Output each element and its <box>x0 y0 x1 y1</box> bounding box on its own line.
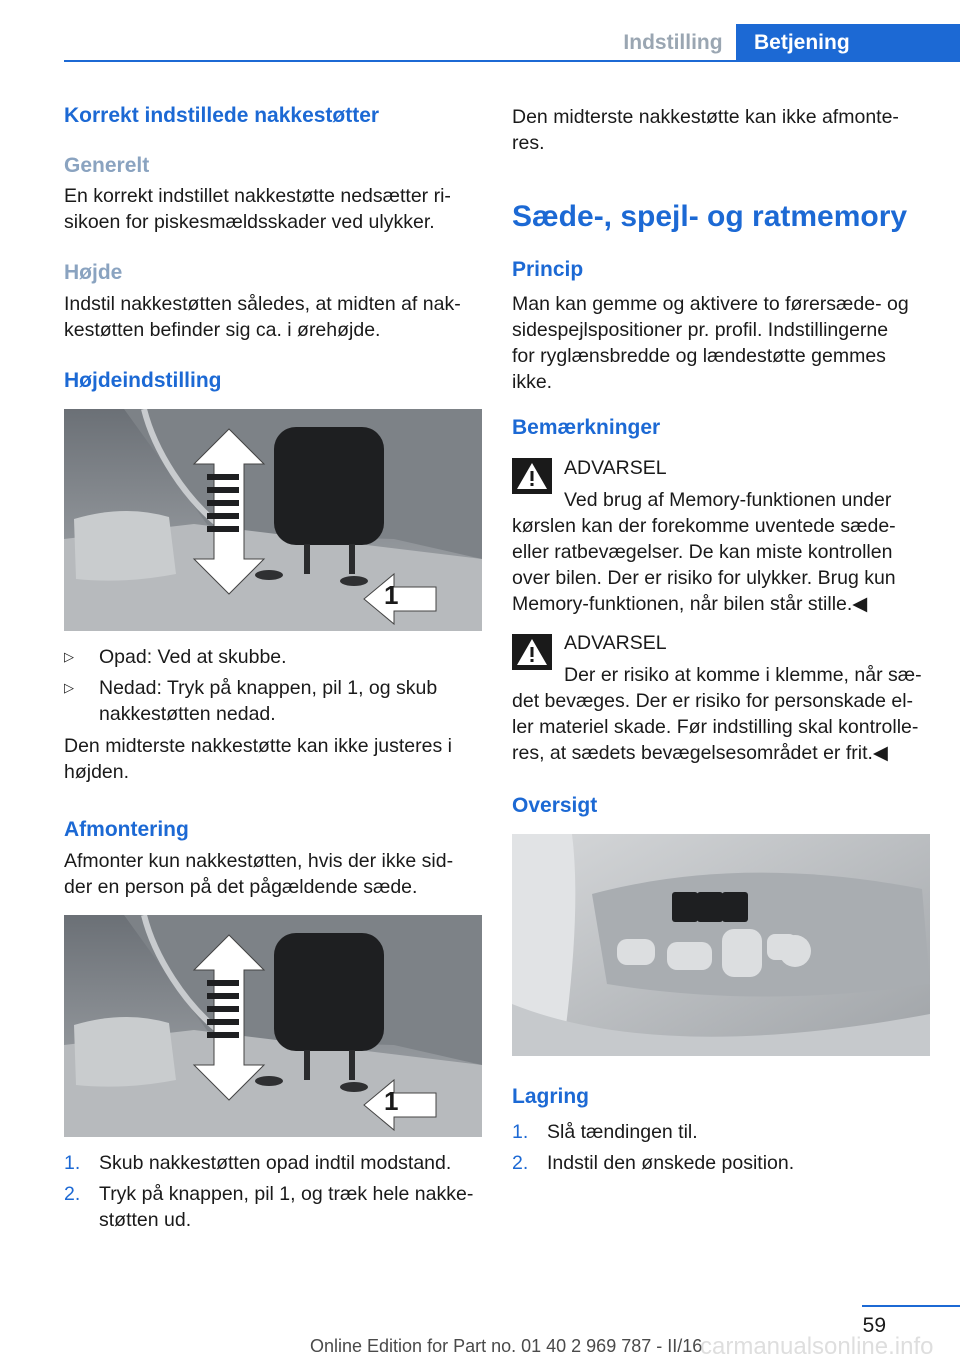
warning1-line-3: eller ratbevægelser. De kan miste kontrollen <box>512 541 893 563</box>
warning2-title: ADVARSEL <box>564 632 667 654</box>
warning2-line-4: res, at sædets bevægelsesområdet er frit.◀ <box>512 742 888 764</box>
principle-line-2: sidespejlspositioner pr. profil. Indstillingerne <box>512 319 889 341</box>
principle-line-4: ikke. <box>512 371 553 393</box>
seat-controls-photo <box>512 834 930 1056</box>
list-item-text: Indstil den ønskede position. <box>547 1152 795 1174</box>
header-tab-chapter: Betjening <box>736 24 960 62</box>
principle-line-3: for ryglænsbredde og lændestøtte gemmes <box>512 345 886 367</box>
list-item-text: Tryk på knappen, pil 1, og træk hele nakke- <box>99 1183 474 1205</box>
heading-general: Generelt <box>64 154 150 177</box>
general-text-line-1: En korrekt indstillet nakkestøtte nedsætter ri- <box>64 185 451 207</box>
edition-text: Online Edition for Part no. 01 40 2 969 787 - II/16 <box>310 1336 703 1356</box>
intro-line-2: res. <box>512 132 545 154</box>
list-marker: 2. <box>512 1152 529 1174</box>
photo-callout-1: 1 <box>384 580 399 610</box>
list-marker: 1. <box>64 1152 81 1174</box>
intro-line-1: Den midterste nakkestøtte kan ikke afmonte- <box>512 106 899 128</box>
list-item-text: Skub nakkestøtten opad indtil modstand. <box>99 1152 452 1174</box>
headrest-removal-photo <box>64 915 482 1137</box>
general-text-line-2: sikoen for piskesmældsskader ved ulykker. <box>64 211 435 233</box>
adjust-note-line-2: højden. <box>64 761 130 783</box>
list-item-text: Opad: Ved at skubbe. <box>99 646 287 668</box>
list-item-text: Nedad: Tryk på knappen, pil 1, og skub <box>99 677 438 699</box>
warning-icon <box>512 634 552 670</box>
adjust-note-line-1: Den midterste nakkestøtte kan ikke justeres i <box>64 735 452 757</box>
list-item <box>64 1181 482 1233</box>
list-marker: ▷ <box>64 649 74 664</box>
list-marker: ▷ <box>64 680 74 695</box>
list-item <box>64 675 482 727</box>
watermark: carmanualsonline.info <box>700 1333 934 1360</box>
warning1-title: ADVARSEL <box>564 457 667 479</box>
heading-principle: Princip <box>512 258 584 281</box>
page-header <box>0 0 960 62</box>
list-item <box>512 1119 930 1145</box>
photo-callout-1: 1 <box>384 1086 399 1116</box>
heading-notes: Bemærkninger <box>512 416 661 439</box>
section-title-headrests: Korrekt indstillede nakkestøtter <box>64 104 380 127</box>
heading-height-adjustment: Højdeindstilling <box>64 369 222 392</box>
warning2-line-3: ler materiel skade. Før indstilling skal kontrolle- <box>512 716 919 738</box>
page-number: 59 <box>862 1314 886 1337</box>
heading-height: Højde <box>64 261 123 284</box>
warning1-line-1: Ved brug af Memory-funktionen under <box>564 489 892 511</box>
principle-line-1: Man kan gemme og aktivere to førersæde- og <box>512 293 909 315</box>
headrest-adjust-photo <box>64 409 482 631</box>
list-marker: 1. <box>512 1121 529 1143</box>
header-rule <box>64 60 960 62</box>
list-marker: 2. <box>64 1183 81 1205</box>
heading-overview: Oversigt <box>512 794 598 817</box>
warning2-line-1: Der er risiko at komme i klemme, når sæ- <box>564 664 922 686</box>
warning-icon <box>512 458 552 494</box>
warning2-line-2: det bevæges. Der er risiko for personskade el- <box>512 690 914 712</box>
warning1-line-4: over bilen. Der er risiko for ulykker. Brug kun <box>512 567 896 589</box>
list-item-text-cont: støtten ud. <box>99 1209 192 1231</box>
section-title-memory: Sæde-, spejl- og ratmemory <box>512 200 908 233</box>
warning1-line-2: kørslen kan der forekomme uventede sæde- <box>512 515 896 537</box>
heading-storage: Lagring <box>512 1085 589 1108</box>
heading-removal: Afmontering <box>64 818 189 841</box>
removal-text-line-2: der en person på det pågældende sæde. <box>64 876 418 898</box>
list-item-text: Slå tændingen til. <box>547 1121 698 1143</box>
removal-text-line-1: Afmonter kun nakkestøtten, hvis der ikke sid- <box>64 850 454 872</box>
list-item <box>64 1150 482 1176</box>
list-item-text-cont: nakkestøtten nedad. <box>99 703 276 725</box>
list-item <box>512 1150 930 1176</box>
header-tab-section: Indstilling <box>623 31 723 54</box>
height-text-line-2: kestøtten befinder sig ca. i ørehøjde. <box>64 319 381 341</box>
height-text-line-1: Indstil nakkestøtten således, at midten af nak- <box>64 293 461 315</box>
list-item <box>64 644 482 670</box>
warning1-line-5: Memory-funktionen, når bilen står stille.◀ <box>512 593 868 615</box>
footer-rule <box>862 1305 960 1307</box>
